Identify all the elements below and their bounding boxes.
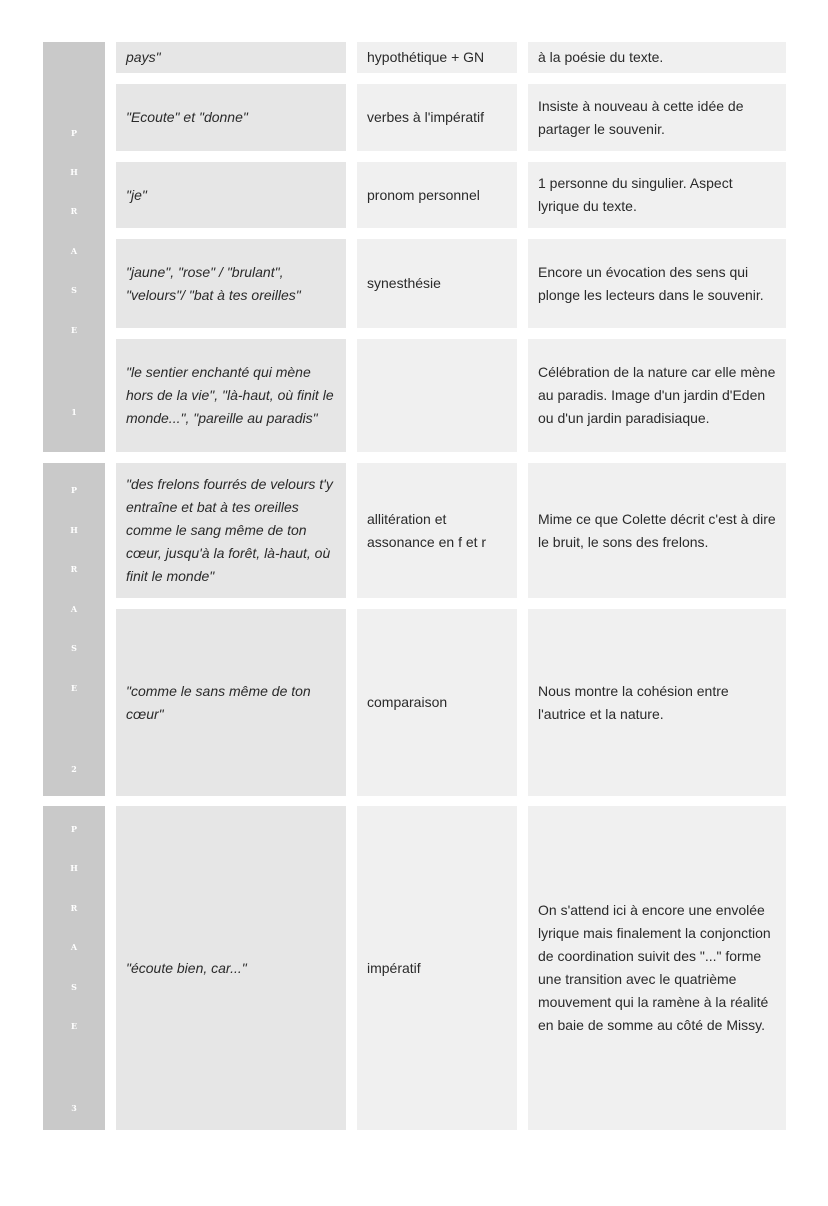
effect-text: Nous montre la cohésion entre l'autrice et la nature. xyxy=(538,682,729,722)
device-cell xyxy=(357,806,517,1130)
section-label-letter: P xyxy=(70,128,77,138)
device-text: pronom personnel xyxy=(367,186,480,203)
effect-text: Encore un évocation des sens qui plonge les lecteurs dans le souvenir. xyxy=(538,263,764,303)
effect-text: On s'attend ici à encore une envolée lyrique mais finalement la conjonction de coordination suivit des "..." forme une transition avec le quatrième mouvement qui la ramène à la réalité en baie de somme au côté de Missy. xyxy=(538,902,771,1033)
section-label-letter: H xyxy=(70,863,78,873)
section-label-letter: A xyxy=(70,942,78,952)
section-label-letter: R xyxy=(70,206,78,216)
section-label-letter: R xyxy=(70,903,78,913)
effect-cell xyxy=(528,463,786,598)
device-text: allitération et assonance en f et r xyxy=(367,510,487,550)
quote-cell xyxy=(116,806,346,1130)
effect-cell xyxy=(528,339,786,452)
section-label-letter: P xyxy=(70,824,77,834)
quote-cell xyxy=(116,42,346,73)
device-text: verbes à l'impératif xyxy=(367,109,485,125)
quote-cell xyxy=(116,239,346,328)
section-1 xyxy=(43,42,105,452)
effect-text: Insiste à nouveau à cette idée de partager le souvenir. xyxy=(538,97,744,137)
quote-cell xyxy=(116,162,346,228)
quote-cell xyxy=(116,339,346,452)
device-text: hypothétique + GN xyxy=(367,49,485,65)
quote-cell xyxy=(116,609,346,796)
device-cell xyxy=(357,463,517,598)
section-label-letter: S xyxy=(71,643,77,653)
section-label-letter: H xyxy=(70,525,78,535)
effect-text: 1 personne du singulier. Aspect lyrique du texte. xyxy=(538,175,733,214)
effect-cell xyxy=(528,84,786,151)
section-3 xyxy=(43,806,105,1130)
quote-text: "écoute bien, car..." xyxy=(126,959,247,976)
quote-cell xyxy=(116,84,346,151)
section-label-letter: E xyxy=(70,683,78,693)
effect-cell xyxy=(528,162,786,228)
section-label-letter: H xyxy=(70,167,78,177)
device-cell xyxy=(357,609,517,796)
section-label-letter: P xyxy=(70,485,77,495)
device-cell xyxy=(357,42,517,73)
section-2 xyxy=(43,463,105,796)
effect-cell xyxy=(528,806,786,1130)
section-label-letter: 3 xyxy=(71,1103,77,1113)
quote-text: "des frelons fourrés de velours t'y entraîne et bat à tes oreilles comme le sang même de ton cœur, jusqu'à la forêt, là-haut, où finit le monde" xyxy=(126,476,333,584)
device-cell xyxy=(357,339,517,452)
effect-text: à la poésie du texte. xyxy=(538,49,664,65)
quote-text: "le sentier enchanté qui mène hors de la vie", "là-haut, où finit le monde...", "pareille au paradis" xyxy=(126,364,334,426)
section-label-letter: R xyxy=(70,564,78,574)
effect-cell xyxy=(528,42,786,73)
device-cell xyxy=(357,239,517,328)
effect-text: Célébration de la nature car elle mène au paradis. Image d'un jardin d'Eden ou d'un jardin paradisiaque. xyxy=(538,364,776,426)
section-label-letter: E xyxy=(70,325,78,335)
section-label-letter: A xyxy=(70,246,78,256)
section-label-letter: A xyxy=(70,604,78,614)
quote-text: "jaune", "rose" / "brulant", "velours"/ "bat à tes oreilles" xyxy=(126,263,301,303)
section-label-letter: S xyxy=(71,285,77,295)
device-text: impératif xyxy=(367,959,421,976)
section-label-letter: 1 xyxy=(71,407,77,417)
quote-text: "Ecoute" et "donne" xyxy=(126,109,248,125)
section-label-letter: 2 xyxy=(71,764,77,774)
quote-text: "comme le sans même de ton cœur" xyxy=(126,682,311,722)
effect-text: Mime ce que Colette décrit c'est à dire le bruit, le sons des frelons. xyxy=(538,510,776,550)
section-label-letter: S xyxy=(71,982,77,992)
device-text: synesthésie xyxy=(367,275,441,291)
quote-text: pays" xyxy=(126,49,161,65)
effect-cell xyxy=(528,609,786,796)
quote-cell xyxy=(116,463,346,598)
device-text: comparaison xyxy=(367,694,448,710)
section-label-letter: E xyxy=(70,1021,78,1031)
device-cell xyxy=(357,84,517,151)
effect-cell xyxy=(528,239,786,328)
device-cell xyxy=(357,162,517,228)
quote-text: "je" xyxy=(126,186,147,203)
